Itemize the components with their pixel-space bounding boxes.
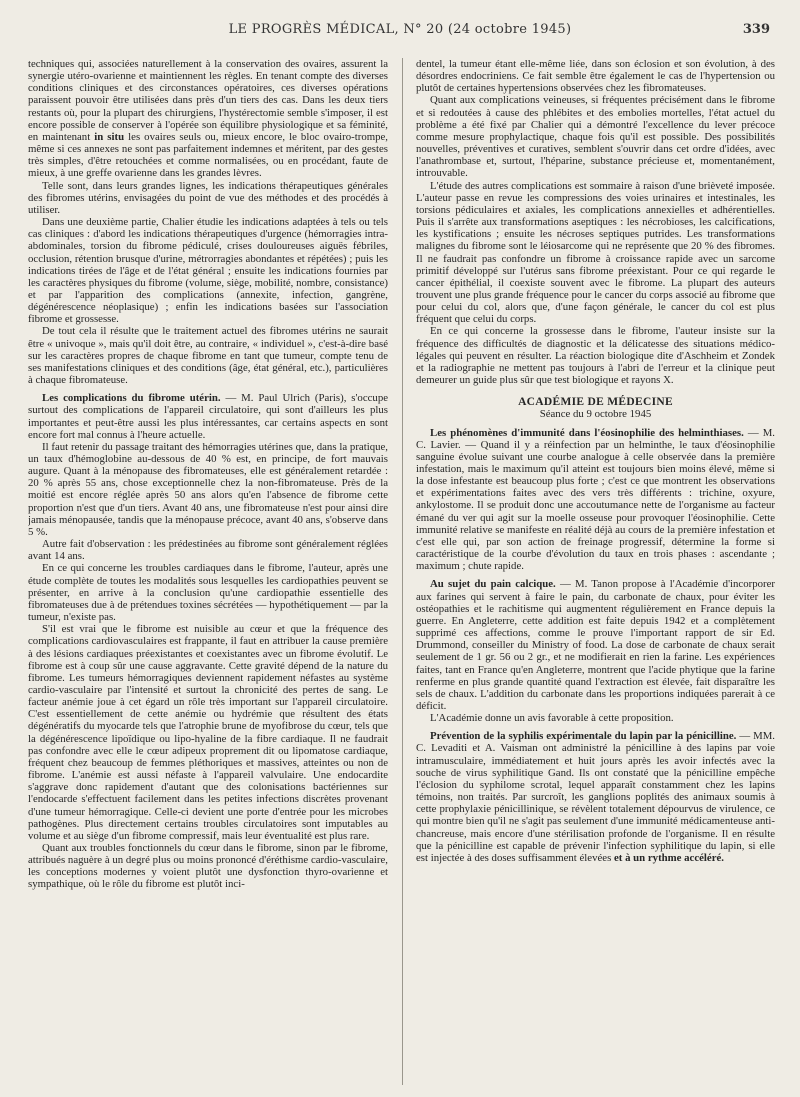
article-title: Au sujet du pain calcique. [430,578,556,591]
running-title: LE PROGRÈS MÉDICAL, N° 20 (24 octobre 1945) [228,22,572,37]
paragraph: S'il est vrai que le fibrome est nuisible au cœur et que la fréquence des complications cardiovasculaires est frappante, il faut en attribuer la cause première à des lésions cardiaques préexistantes et coexistantes avec un fibrome évolutif. Le fibrome est à coup sûr une cause aggravante. Cette gravité dépend de la nature du fibrome. Les tumeurs hémorragiques deviennent rapidement néfastes au système cardio-vasculaire par l'intensité et surtout la chronicité des pertes de sang. Le facteur anémie joue à cet égard un rôle très important sur l'appareil circulatoire. C'est essentiellement de cette anémie ou hydrémie que résultent des états dégénératifs du myocarde tels que l'atrophie brune de myofibrose du cœur, tels que la dégénérescence lipoïdique ou lipo-hyaline de la fibre cardiaque. Il ne faudrait pas confondre avec elle le cœur adipeux proprement dit ou lipomatose cardiaque, fréquent chez beaucoup de femmes pléthoriques et massives, atteintes ou non de fibrome. L'anémie est aussi néfaste à l'appareil valvulaire. Une endocardite s'aggrave donc rapidement d'autant que des colonisations bactériennes sur l'endocarde s'effectuent facilement dans les petites infections discrètes provenant d'une tumeur hémorragique. Celle-ci devient une porte d'entrée pour les microbes pathogènes. Plus directement certains troubles circulatoires sont imputables au volume et au siège d'un fibrome compressif, mais leur éventualité est plus rare. [28,623,388,842]
paragraph: L'étude des autres complications est sommaire à raison d'une brièveté imposée. L'auteur passe en revue les compressions des voies urinaires et intestinales, les torsions pédiculaires et axiales, les complications annexielles et adhérentielles. Puis il s'arrête aux transformations aseptiques : les nécrobioses, les calcifications, les kystifications ; ensuite les nécroses septiques putrides. Les transformations malignes du fibrome sont le léiosarcome qui ne représente que 20 % des fibromes. Il ne faudrait pas confondre un fibrome à croissance rapide avec un sarcome primitif développé sur l'utérus sans fibrome préexistant. Pour ce qui regarde le cancer épithélial, il coexiste souvent avec le fibrome. La plupart des auteurs trouvent une plus grande fréquence pour le cancer du corps associé au fibrome que pour celui du col, alors que, d'une façon générale, le cancer du col est plus fréquent que celui du corps. [416,179,775,326]
text: — MM. C. Levaditi et A. Vaisman ont administré la pénicilline à des lapins par voie intramusculaire, immédiatement et huit jours après les avoir infectés avec la souche de virus syphilitique Gand. Ils ont constaté que la pénicilline empêche l'éclosion du syphilome scrotal, lequel apparaît constamment chez les lapins témoins, non traités. Par surcroît, les ganglions poplités des animaux soumis à cette prophylaxie pénicillinique, se révèlent totalement dépourvus de virulence, ce qui montre bien qu'il ne s'agit pas seulement d'une immunité médicamenteuse anti-chancreuse, mais encore d'une stérilisation profonde de l'organisme. Il en résulte que la pénicilline est capable de prévenir l'infection syphilitique du lapin, si elle est injectée à des doses suffisamment élevées [416,730,775,864]
paragraph: Autre fait d'observation : les prédestinées au fibrome sont généralement réglées avant 14 ans. [28,538,388,563]
emphasis: in situ [94,130,125,143]
article-complications [28,392,388,441]
text: (Paris), s'occupe surtout des complications de l'appareil circulatoire, qui sont d'ailleurs les plus importantes et peut-être aussi les plus intéressantes, car certains aspects en sont encore fort mal connus à l'heure actuelle. [28,392,388,441]
right-column [416,58,775,1087]
paragraph: Quant aux troubles fonctionnels du cœur dans le fibrome, sinon par le fibrome, attribués naguère à un degré plus ou moins prononcé d'éréthisme cardio-vasculaire, les conceptions modernes y voient plutôt une dysfonction thyro-ovarienne et sympathique, où le rôle du fibrome est plutôt inci- [28,842,388,891]
article-syphilis [416,730,775,864]
page-number: 339 [742,22,770,37]
paragraph: L'Académie donne un avis favorable à cette proposition. [430,712,674,725]
article-title: Les phénomènes d'immunité dans l'éosinophilie des helminthiases. [430,426,744,439]
page-header [0,22,800,44]
article-title: Les complications du fibrome utérin. [42,392,221,405]
paragraph: Quant aux complications veineuses, si fréquentes précisément dans le fibrome et si redoutées à cause des phlébites et des embolies mortelles, l'état actuel du problème a été fixé par Chalier qui a démontré l'excellence du lever précoce comme mesure prophylactique, chaque fois qu'il est possible. Des possibilités nouvelles, préventives et curatives, semblent s'ouvrir dans cet ordre d'idées, avec l'anathrombase et, surtout, l'héparine, substance précieuse et, momentanément, introuvable. [416,94,775,180]
paragraph: Il faut retenir du passage traitant des hémorragies utérines que, dans la pratique, un taux d'hémoglobine au-dessous de 40 % est, en principe, de fort mauvais augure. Quant à la ménopause des fibromateuses, elle est généralement retardée : 20 % après 55 ans, chose exceptionnelle chez la non-fibromateuse. Près de la moitié est encore réglée après 50 ans alors qu'en l'absence de fibrome cette proportion n'est que d'un tiers. Avant 40 ans, une fibromateuse n'est pour ainsi dire jamais ménopausée, tandis que la ménopause précoce, avant 40 ans, s'observe dans 5 %. [28,440,388,538]
text: — M. Tanon propose à l'Académie d'incorporer aux farines qui servent à faire le pain, du carbonate de chaux, pour éviter les ostéopathies et le rachitisme qui augmentent régulièrement en France depuis la guerre. En Angleterre, cette addition est faite depuis 1942 et a complètement supprimé ces affections, comme le prouve l'important rapport de sir Ed. Drummond, conseiller du Ministry of food. La dose de carbonate de chaux serait seulement de 1 gr. 56 ou 2 gr., et ne modifierait en rien la farine. Les expériences faites, tant en France qu'en Angleterre, montrent que l'acide phytique que la farine renferme en plus grande quantité quand l'extraction est élevée, fait disparaître les sels de chaux. L'addition du carbonate dans les proportions indiquées parerait à ce déficit. [416,578,775,712]
article-author: — M. Paul Ulrich [220,392,311,405]
paragraph: Telle sont, dans leurs grandes lignes, les indications thérapeutiques générales des fibromes utérins, envisagées du point de vue des méthodes et des procédés à utiliser. [28,179,388,216]
column-divider [402,58,403,1085]
left-column [28,58,388,1087]
paragraph: Dans une deuxième partie, Chalier étudie les indications adaptées à tels ou tels cas cliniques : d'abord les indications thérapeutiques d'urgence (hémorragies intra-abdominales, torsion du fibrome pédiculé, crises douloureuses aiguës fébriles, occlusion, rétention brusque d'urine, métrorragies abondantes et répétées) ; puis les indications tirées de l'âge et de l'état général ; ensuite les indications fournies par les caractères physiques du fibrome (volume, siège, mobilité, nombre, consistance) et par l'apparition des complications (annexite, infection, gangrène, dégénérescence néoplasique) ; enfin les indications basées sur l'association fibrome et grossesse. [28,216,388,326]
paragraph: De tout cela il résulte que le traitement actuel des fibromes utérins ne saurait être « univoque », mais qu'il doit être, au contraire, « individuel », c'est-à-dire basé sur les caractères propres de chaque fibrome en tant que tumeur, compte tenu de ses manifestations cliniques et des conditions (âge, état général, etc.), particulières à chaque fibromateuse. [28,325,388,387]
paragraph: En ce qui concerne les troubles cardiaques dans le fibrome, l'auteur, après une étude complète de toutes les modalités sous lesquelles les cardiopathies peuvent se présenter, en arrive à la conclusion qu'une cardiopathie essentielle des fibromateuses due à de prétendues toxines sécrétées — hypothétiquement — par la tumeur, n'existe pas. [28,562,388,624]
article-title: Prévention de la syphilis expérimentale du lapin par la pénicilline. [430,730,737,743]
article-eosinophilie [416,427,775,573]
text: techniques qui, associées naturellement à la conservation des ovaires, assurent la synergie utéro-ovarienne et maintiennent les règles. En tenant compte des diverses conditions cliniques et des circonstances opératoires, ces diverses opérations paraissent pouvoir être utilisées dans près d'un tiers des cas. Dans les deux tiers restants où, pour la plupart des chirurgiens, l'hystérectomie semble s'imposer, il est encore possible de conserver à l'opérée son équilibre physiologique et sa féminité, en maintenant [28,58,388,143]
paragraph: En ce qui concerne la grossesse dans le fibrome, l'auteur insiste sur la fréquence des difficultés de diagnostic et la délicatesse des situations médico-légales qui peuvent en résulter. La réaction biologique dite d'Aschheim et Zondek et la radiographie ne mettent pas toujours à l'abri de l'erreur et la clinique peut demeurer un guide plus sûr que test biologique et rayons X. [416,325,775,387]
article-pain-calcique [416,578,775,712]
session-date: Séance du 9 octobre 1945 [539,408,652,421]
paragraph: dentel, la tumeur étant elle-même liée, dans son éclosion et son évolution, à des désordres endocriniens. Ce fait semble être également le cas de l'hypertension ou plutôt de certaines hypertensions observées chez les fibromateuses. [416,58,775,95]
section-heading: ACADÉMIE DE MÉDECINE [518,396,673,409]
text: les ovaires seuls ou, mieux encore, le bloc ovairo-trompe, même si ces annexes ne sont pas parfaitement indemnes et méritent, par des gestes très simples, d'être retouchées et comme normalisées, ou en procédant, faute de mieux, à une greffe ovarienne dans les grandes lèvres. [28,130,388,180]
emphasis: et à un rythme accéléré. [613,851,725,864]
paragraph [28,58,388,180]
text: — M. C. Lavier. — Quand il y a réinfection par un helminthe, le taux d'éosinophilie sanguine évolue suivant une courbe analogue à celle observée dans la première infestation, mais le maximum qu'il atteint est toujours bien moins élevé, même si la dose infestante est beaucoup plus forte ; c'est ce que montrent les observations et expérimentations faites avec des vers très différents : trichine, oxyure, ankylostome. Il se produit donc une accoutumance nette de l'organisme au facteur émané du ver qui agit sur la moelle osseuse pour provoquer l'éosinophilie. Cette immunité relative se manifeste en réalité déjà au cours de la première infestation et c'est elle qui, par son action de freinage progressif, détermine la forme si caractéristique de la courbe d'évolution du taux en trois phases : ascendante ; maximum ; chute rapide. [416,426,775,573]
